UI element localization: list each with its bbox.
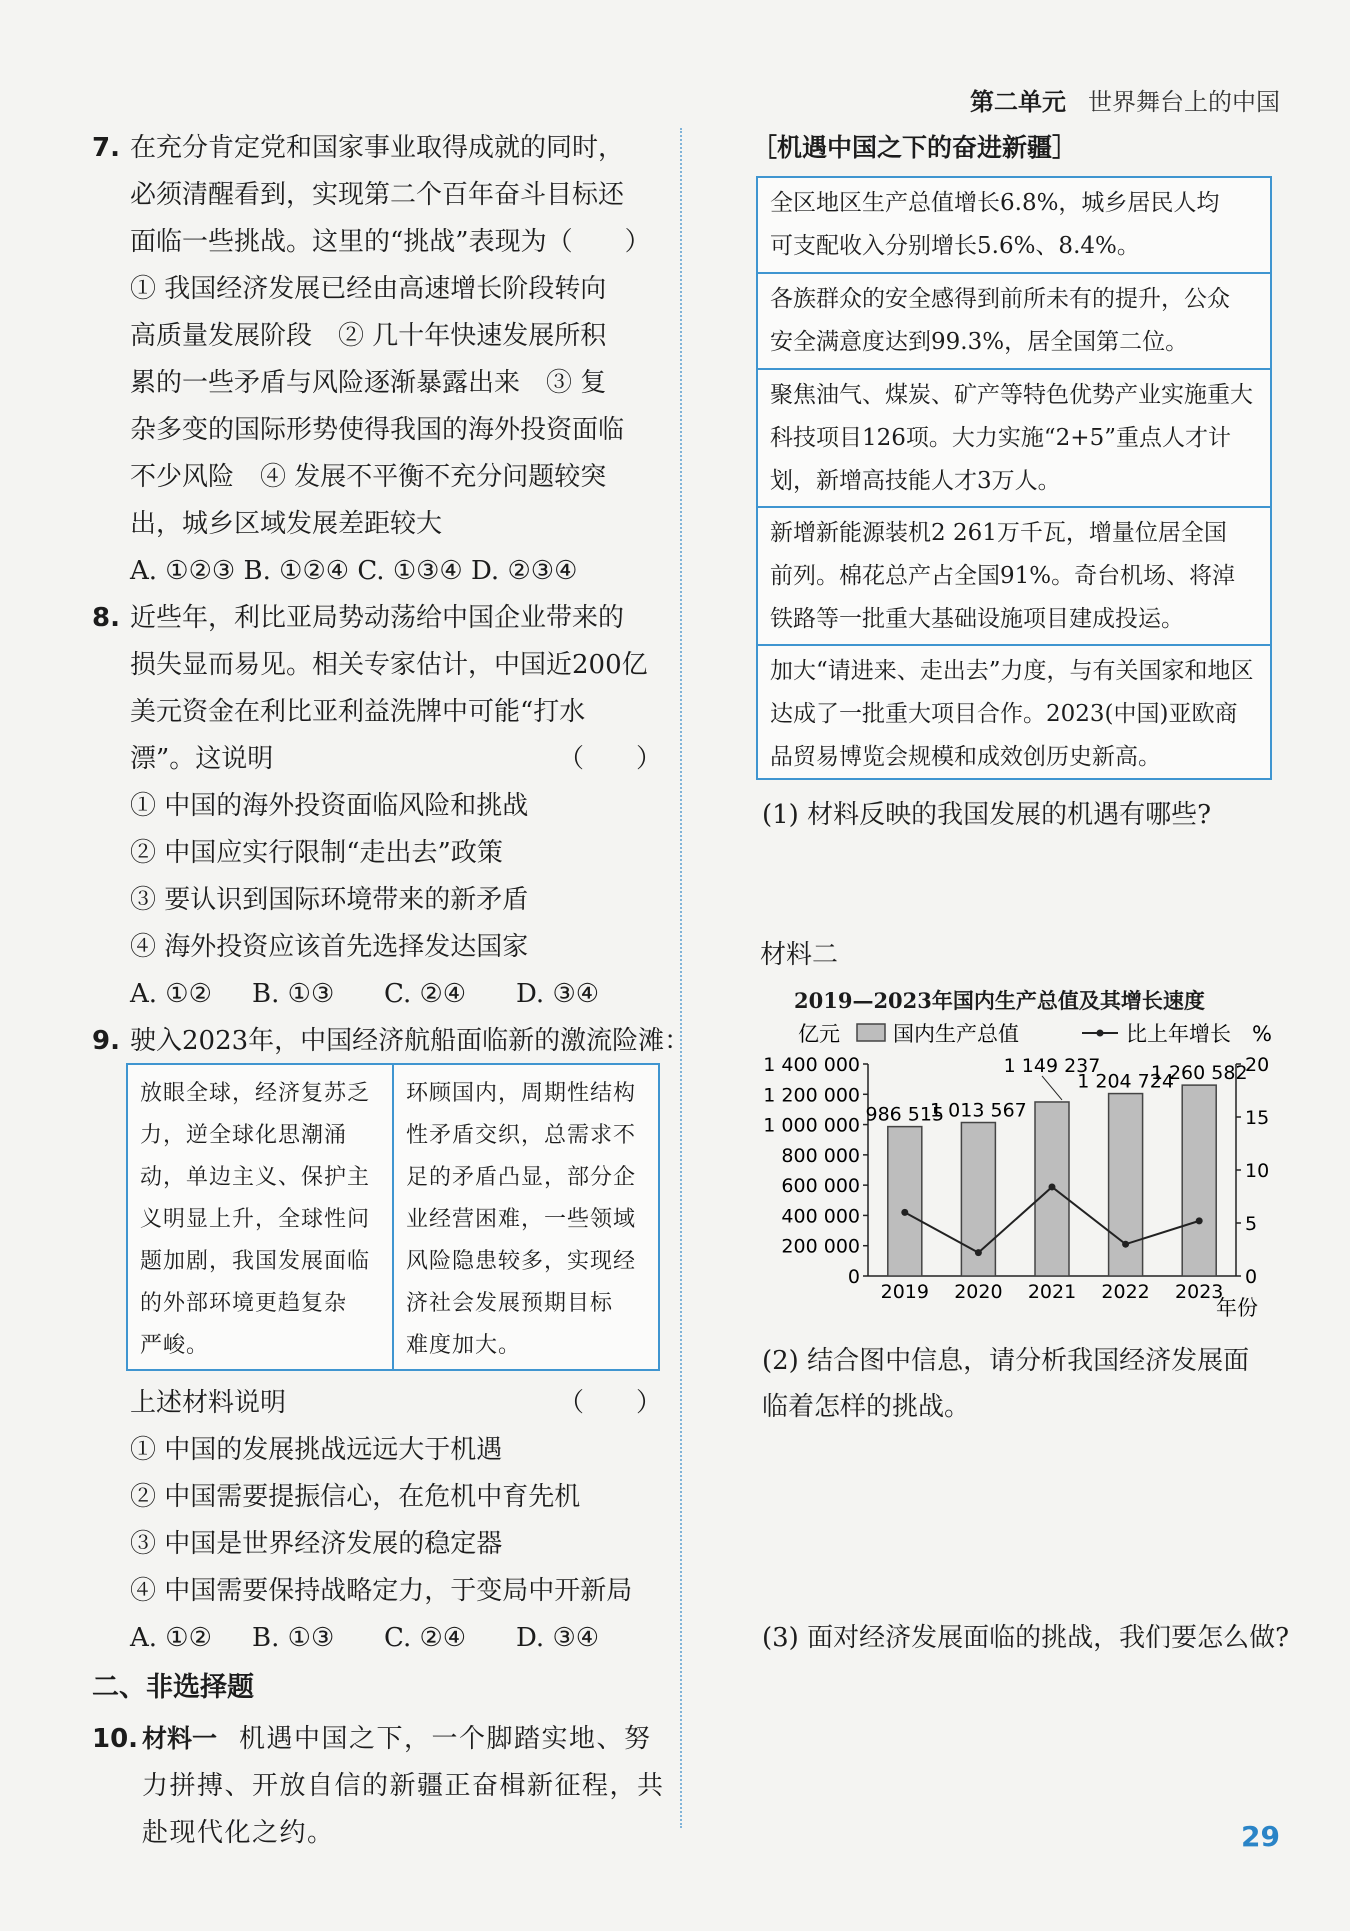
option-b[interactable]: B. ①③ bbox=[252, 979, 335, 1009]
statement-line: 杂多变的国际形势使得我国的海外投资面临 bbox=[130, 415, 625, 445]
statement-line: ① 中国的海外投资面临风险和挑战 bbox=[130, 791, 529, 821]
growth-point bbox=[1122, 1241, 1129, 1248]
sub-question-line: 临着怎样的挑战。 bbox=[762, 1392, 971, 1422]
material-line: 力拼搏、开放自信的新疆正奋楫新征程，共 bbox=[142, 1771, 665, 1801]
statement-line: ② 中国应实行限制“走出去”政策 bbox=[130, 838, 503, 868]
bar bbox=[1109, 1094, 1143, 1276]
question-line: 损失显而易见。相关专家估计，中国近200亿 bbox=[130, 650, 648, 680]
option-a[interactable]: A. ①② bbox=[130, 979, 212, 1009]
statement-line: 出，城乡区域发展差距较大 bbox=[130, 509, 443, 539]
y2-tick-label: 5 bbox=[1245, 1213, 1258, 1235]
statement-line: ① 中国的发展挑战远远大于机遇 bbox=[130, 1435, 503, 1465]
row-line: 品贸易博览会规模和成效创历史新高。 bbox=[770, 744, 1161, 770]
table-cell-domestic bbox=[392, 1065, 658, 1369]
y-tick-label: 1 400 000 bbox=[763, 1054, 860, 1076]
y-tick-label: 200 000 bbox=[781, 1235, 860, 1258]
chart-title: 2019—2023年国内生产总值及其增长速度 bbox=[794, 988, 1205, 1013]
question-line: 必须清醒看到，实现第二个百年奋斗目标还 bbox=[130, 180, 625, 210]
legend-line-marker bbox=[1097, 1030, 1104, 1037]
statement-line: ④ 海外投资应该首先选择发达国家 bbox=[130, 932, 529, 962]
material-label: 材料二 bbox=[760, 940, 839, 970]
y2-tick-label: 20 bbox=[1245, 1054, 1270, 1076]
growth-point bbox=[901, 1209, 908, 1216]
row-line: 安全满意度达到99.3%，居全国第二位。 bbox=[770, 329, 1189, 355]
table-row bbox=[758, 370, 1270, 508]
x-axis-label: 年份 bbox=[1216, 1296, 1258, 1320]
statement-line: 累的一些矛盾与风险逐渐暴露出来 ③ 复 bbox=[130, 368, 607, 398]
gdp-chart bbox=[760, 1012, 1280, 1332]
legend-line-label: 比上年增长 bbox=[1126, 1022, 1231, 1046]
y2-tick-label: 15 bbox=[1245, 1107, 1270, 1129]
cell-line: 风险隐患较多，实现经 bbox=[406, 1249, 637, 1274]
option-d[interactable]: D. ③④ bbox=[516, 979, 600, 1009]
legend-bar-label: 国内生产总值 bbox=[893, 1022, 1019, 1046]
statement-line: ③ 中国是世界经济发展的稳定器 bbox=[130, 1529, 503, 1559]
y-tick-label: 400 000 bbox=[781, 1205, 860, 1228]
cell-line: 济社会发展预期目标 bbox=[406, 1291, 614, 1316]
row-line: 聚焦油气、煤炭、矿产等特色优势产业实施重大 bbox=[770, 382, 1253, 408]
table-row bbox=[758, 274, 1270, 370]
y2-tick-label: 10 bbox=[1245, 1160, 1270, 1182]
answer-options bbox=[92, 971, 662, 1018]
left-column-lower bbox=[92, 1380, 665, 1857]
row-line: 加大“请进来、走出去”力度，与有关国家和地区 bbox=[770, 658, 1254, 684]
bar-value-label: 1 013 567 bbox=[930, 1099, 1027, 1122]
question-line: 在充分肯定党和国家事业取得成就的同时， bbox=[130, 133, 625, 163]
statement-line: 高质量发展阶段 ② 几十年快速发展所积 bbox=[130, 321, 607, 351]
y2-tick-label: 0 bbox=[1245, 1266, 1258, 1288]
cell-line: 性矛盾交织，总需求不 bbox=[406, 1123, 637, 1148]
cell-line: 题加剧，我国发展面临 bbox=[140, 1249, 371, 1274]
column-divider bbox=[680, 128, 682, 1828]
option-b[interactable]: B. ①③ bbox=[252, 1623, 335, 1653]
bar-value-label: 1 149 237 bbox=[1003, 1054, 1101, 1077]
box-title: ［机遇中国之下的奋进新疆］ bbox=[752, 133, 1078, 162]
unit-topic: 世界舞台上的中国 bbox=[1088, 88, 1280, 116]
question-number: 10. bbox=[92, 1724, 139, 1754]
row-line: 全区地区生产总值增长6.8%，城乡居民人均 bbox=[770, 190, 1220, 216]
sub-question-3: (3) 面对经济发展面临的挑战，我们要怎么做? bbox=[762, 1623, 1290, 1653]
question-line: 面临一些挑战。这里的“挑战”表现为（ ） bbox=[130, 227, 651, 257]
bar-value-label: 1 260 582 bbox=[1150, 1062, 1248, 1085]
row-line: 前列。棉花总产占全国91%。奇台机场、将淖 bbox=[770, 563, 1236, 589]
option-c[interactable]: C. ②④ bbox=[384, 979, 467, 1009]
growth-point bbox=[1196, 1217, 1203, 1224]
chart-marks bbox=[763, 1054, 1269, 1303]
y2-axis-unit: % bbox=[1252, 1022, 1272, 1046]
row-line: 可支配收入分别增长5.6%、8.4%。 bbox=[770, 233, 1140, 259]
bar bbox=[1182, 1085, 1216, 1276]
sub-question-1: (1) 材料反映的我国发展的机遇有哪些? bbox=[762, 800, 1212, 830]
growth-point bbox=[1049, 1183, 1056, 1190]
statement-line: ③ 要认识到国际环境带来的新矛盾 bbox=[130, 885, 529, 915]
bar-value-label: 1 204 724 bbox=[1077, 1070, 1174, 1093]
answer-options bbox=[92, 1615, 662, 1662]
y-tick-label: 1 200 000 bbox=[763, 1084, 860, 1107]
material-label: 材料一 bbox=[142, 1724, 218, 1753]
question-line: 美元资金在利比亚利益洗牌中可能“打水 bbox=[130, 697, 586, 727]
statement-line: ④ 中国需要保持战略定力，于变局中开新局 bbox=[130, 1576, 633, 1606]
question-number: 7. bbox=[92, 133, 120, 163]
x-tick-label: 2020 bbox=[954, 1281, 1003, 1303]
cell-line: 义明显上升，全球性问 bbox=[140, 1207, 371, 1232]
label-leader bbox=[1042, 1076, 1062, 1100]
statement-line: ① 我国经济发展已经由高速增长阶段转向 bbox=[130, 274, 607, 304]
row-line: 划，新增高技能人才3万人。 bbox=[770, 468, 1061, 494]
row-line: 铁路等一批重大基础设施项目建成投运。 bbox=[770, 606, 1184, 632]
table-row bbox=[758, 178, 1270, 274]
y-tick-label: 0 bbox=[847, 1266, 860, 1288]
row-line: 各族群众的安全感得到前所未有的提升，公众 bbox=[770, 286, 1230, 312]
answer-options: A. ①②③ B. ①②④ C. ①③④ D. ②③④ bbox=[130, 556, 578, 586]
legend-bar-swatch bbox=[857, 1024, 885, 1041]
xinjiang-achievements-table bbox=[756, 176, 1272, 780]
cell-line: 业经营困难，一些领域 bbox=[406, 1207, 637, 1232]
bar-value-label: 986 515 bbox=[865, 1103, 945, 1126]
x-tick-label: 2023 bbox=[1175, 1281, 1224, 1303]
question-7 bbox=[92, 125, 662, 595]
cell-line: 动，单边主义、保护主 bbox=[140, 1165, 371, 1190]
bar bbox=[888, 1127, 922, 1276]
option-c[interactable]: C. ②④ bbox=[384, 1623, 467, 1653]
question-line: 近些年，利比亚局势动荡给中国企业带来的 bbox=[130, 603, 625, 633]
cell-line: 放眼全球，经济复苏乏 bbox=[140, 1081, 371, 1106]
growth-point bbox=[975, 1249, 982, 1256]
question-line: 驶入2023年，中国经济航船面临新的激流险滩： bbox=[130, 1026, 691, 1056]
answer-blank[interactable]: （ ） bbox=[557, 1388, 662, 1418]
statement-line: ② 中国需要提振信心，在危机中育先机 bbox=[130, 1482, 581, 1512]
cell-line: 环顾国内，周期性结构 bbox=[406, 1081, 637, 1106]
cell-line: 足的矛盾凸显，部分企 bbox=[406, 1165, 637, 1190]
cell-line: 难度加大。 bbox=[406, 1333, 522, 1358]
unit-title: 第二单元 bbox=[970, 88, 1066, 116]
question-8 bbox=[92, 595, 662, 1018]
table-row bbox=[758, 508, 1270, 646]
statement-line: 不少风险 ④ 发展不平衡不充分问题较突 bbox=[130, 462, 607, 492]
sub-question-line: (2) 结合图中信息，请分析我国经济发展面 bbox=[762, 1346, 1250, 1376]
question-number: 9. bbox=[92, 1026, 120, 1056]
question-number: 8. bbox=[92, 603, 120, 633]
section-heading: 二、非选择题 bbox=[92, 1672, 254, 1703]
option-d[interactable]: D. ③④ bbox=[516, 1623, 600, 1653]
table-cell-global bbox=[128, 1065, 392, 1369]
x-tick-label: 2019 bbox=[880, 1281, 929, 1303]
material-table bbox=[126, 1063, 660, 1371]
cell-line: 的外部环境更趋复杂 bbox=[140, 1291, 348, 1316]
left-column bbox=[92, 125, 691, 1065]
y-tick-label: 800 000 bbox=[781, 1144, 860, 1167]
question-stem: 上述材料说明 bbox=[130, 1388, 287, 1418]
option-a[interactable]: A. ①② bbox=[130, 1623, 212, 1653]
page-header bbox=[970, 82, 1280, 117]
sub-question-2 bbox=[762, 1338, 1249, 1430]
material-line: 赴现代化之约。 bbox=[142, 1818, 335, 1848]
y-axis-unit: 亿元 bbox=[798, 1022, 840, 1046]
answer-blank[interactable]: （ ） bbox=[557, 744, 662, 774]
row-line: 达成了一批重大项目合作。2023(中国)亚欧商 bbox=[770, 701, 1238, 727]
y-tick-label: 600 000 bbox=[781, 1175, 860, 1198]
table-row bbox=[758, 646, 1270, 774]
y-tick-label: 1 000 000 bbox=[763, 1114, 860, 1137]
cell-line: 力，逆全球化思潮涌 bbox=[140, 1123, 348, 1148]
question-line: 漂”。这说明 bbox=[130, 744, 274, 774]
cell-line: 严峻。 bbox=[140, 1333, 210, 1358]
x-tick-label: 2022 bbox=[1101, 1281, 1150, 1303]
x-tick-label: 2021 bbox=[1027, 1281, 1077, 1303]
material-line: 机遇中国之下，一个脚踏实地、努 bbox=[239, 1724, 652, 1754]
page-number: 29 bbox=[1241, 1820, 1280, 1853]
row-line: 新增新能源装机2 261万千瓦，增量位居全国 bbox=[770, 520, 1227, 546]
row-line: 科技项目126项。大力实施“2+5”重点人才计 bbox=[770, 425, 1231, 451]
